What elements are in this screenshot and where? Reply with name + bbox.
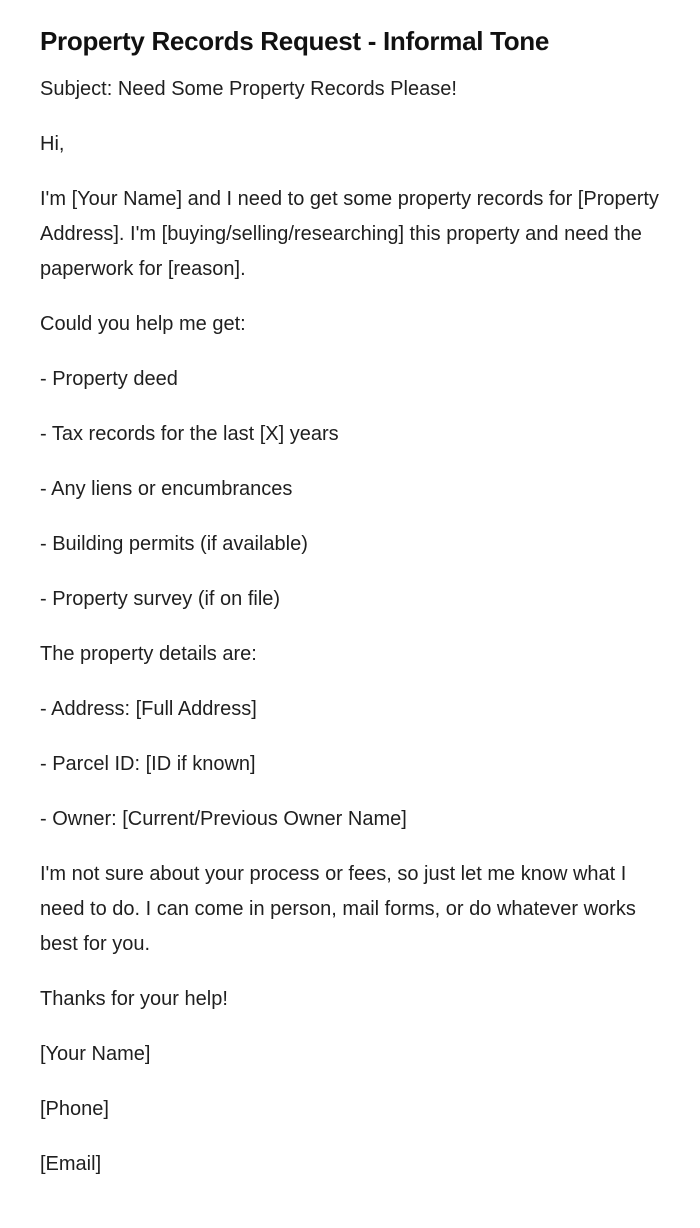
email-subject: Subject: Need Some Property Records Please! [40,78,457,100]
requested-item: - Tax records for the last [X] years [40,423,339,445]
signature-phone: [Phone] [40,1098,109,1120]
requested-item: - Any liens or encumbrances [40,478,293,500]
intro-paragraph: I'm [Your Name] and I need to get some property records for [Property Address]. I'm [buying/selling/researching] this property and need the paperwork for [reason]. [40,188,659,280]
requested-item: - Property deed [40,368,178,390]
process-note-paragraph: I'm not sure about your process or fees, so just let me know what I need to do. I can come in person, mail forms, or do whatever works best for you. [40,863,636,955]
closing-line: Thanks for your help! [40,988,228,1010]
request-lead: Could you help me get: [40,313,246,335]
property-detail: - Address: [Full Address] [40,698,257,720]
signature-email: [Email] [40,1153,102,1175]
greeting: Hi, [40,133,65,155]
signature-name: [Your Name] [40,1043,151,1065]
details-lead: The property details are: [40,643,257,665]
requested-item: - Property survey (if on file) [40,588,281,610]
document-title: Property Records Request - Informal Tone [40,26,550,56]
property-detail: - Parcel ID: [ID if known] [40,753,256,775]
requested-item: - Building permits (if available) [40,533,308,555]
property-detail: - Owner: [Current/Previous Owner Name] [40,808,407,830]
